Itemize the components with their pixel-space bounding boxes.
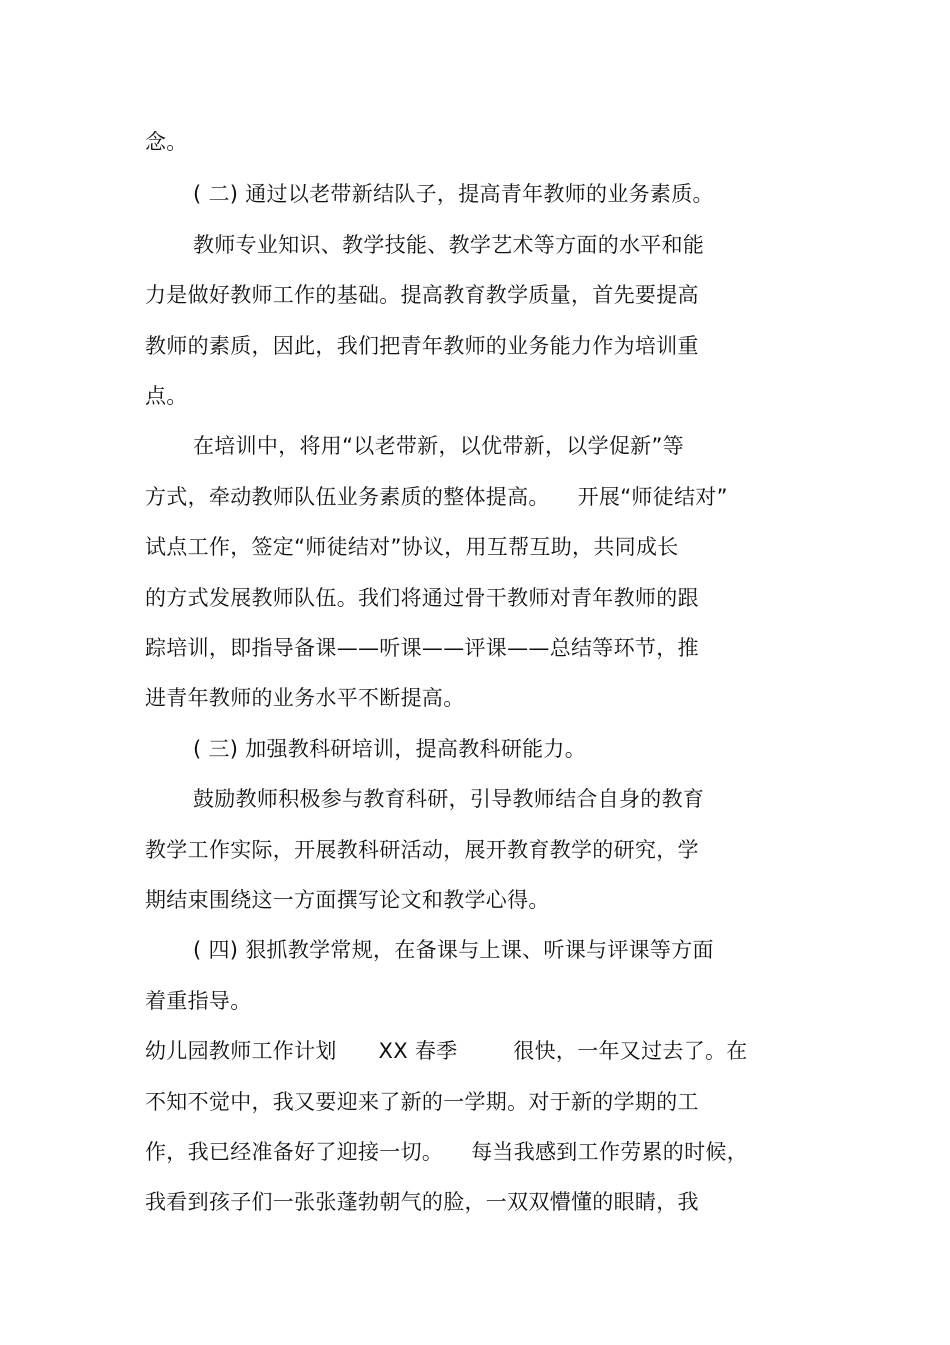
text-line: 力是做好教师工作的基础。提高教育教学质量，首先要提高 — [145, 283, 699, 307]
text-line: 在培训中，将用“以老带新，以优带新，以学促新”等 — [193, 434, 684, 458]
text-line: 作，我已经准备好了迎接一切。 每当我感到工作劳累的时候， — [145, 1140, 748, 1164]
text-line: 试点工作，签定“师徒结对”协议，用互帮互助，共同成长 — [145, 535, 679, 559]
text-line: 鼓励教师积极参与教育科研，引导教师结合自身的教育 — [193, 787, 705, 811]
section-heading-2: ( 二) 通过以老带新结队子，提高青年教师的业务素质。 — [193, 182, 714, 206]
text-line: 期结束围绕这一方面撰写论文和教学心得。 — [145, 888, 550, 912]
text-line: 教师的素质，因此，我们把青年教师的业务能力作为培训重 — [145, 334, 699, 358]
text-line: 着重指导。 — [145, 989, 252, 1013]
text-line: 的方式发展教师队伍。我们将通过骨干教师对青年教师的跟 — [145, 586, 699, 610]
text-line: 我看到孩子们一张张蓬勃朝气的脸，一双双懵懂的眼睛，我 — [145, 1190, 699, 1214]
text-line: 踪培训，即指导备课——听课——评课——总结等环节，推 — [145, 636, 699, 660]
text-line: 念。 — [145, 130, 188, 154]
text-line: 教学工作实际，开展教科研活动，展开教育教学的研究，学 — [145, 838, 699, 862]
text-line: 不知不觉中，我又要迎来了新的一学期。对于新的学期的工 — [145, 1090, 699, 1114]
text-line: 教师专业知识、教学技能、教学艺术等方面的水平和能 — [193, 233, 705, 257]
section-heading-3: ( 三) 加强教科研培训，提高教科研能力。 — [193, 737, 587, 761]
plan-title-line: 幼儿园教师工作计划 XX 春季 很快，一年又过去了。在 — [145, 1039, 748, 1063]
text-line: 点。 — [145, 384, 188, 408]
text-line: 进青年教师的业务水平不断提高。 — [145, 686, 465, 710]
text-line: 方式，牵动教师队伍业务素质的整体提高。 开展“师徒结对” — [145, 485, 728, 509]
section-heading-4: ( 四) 狠抓教学常规，在备课与上课、听课与评课等方面 — [193, 938, 714, 962]
